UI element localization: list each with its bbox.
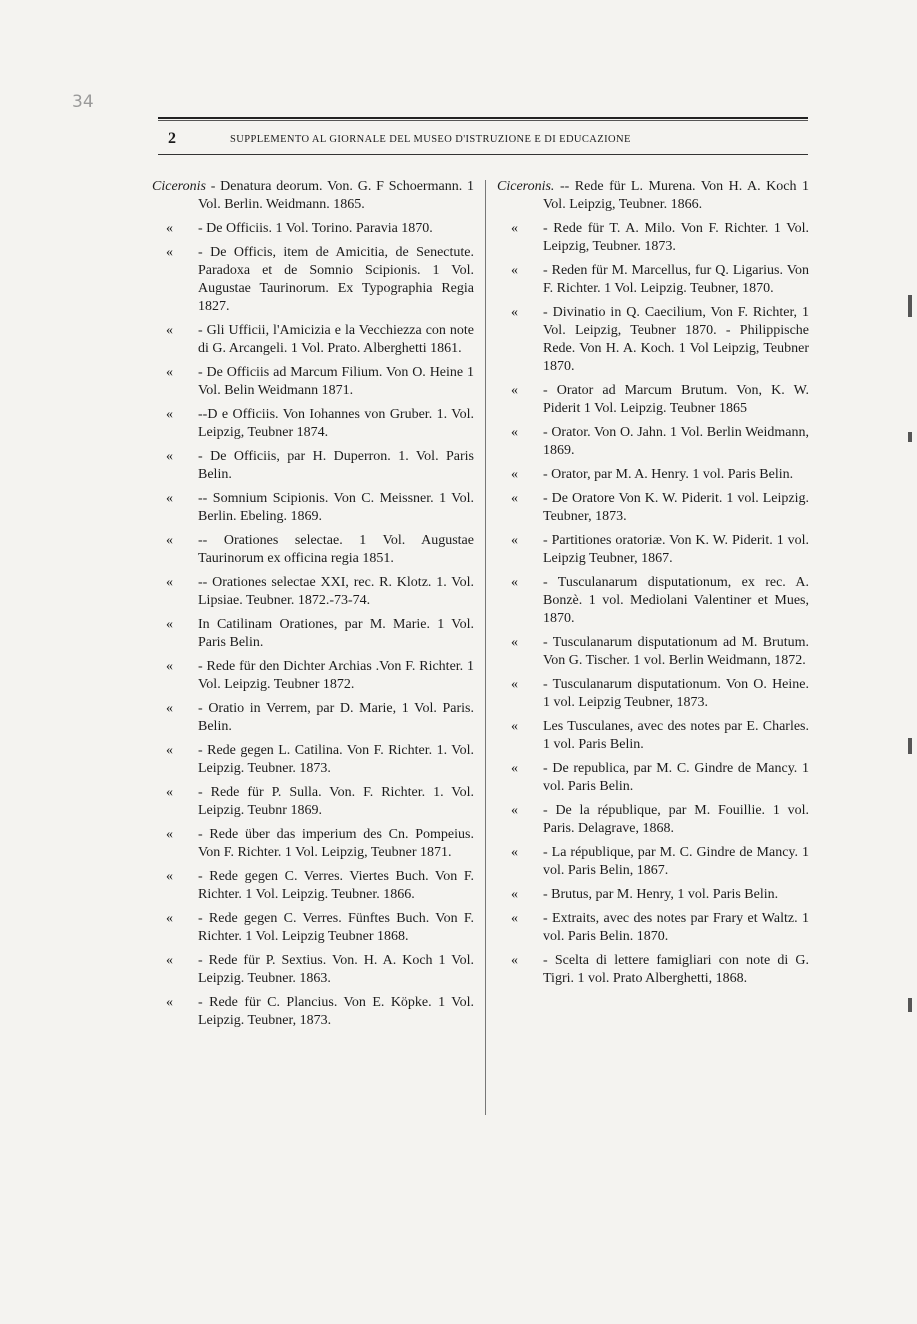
bibliography-entry — [497, 424, 809, 460]
entry-text: - Brutus, par M. Henry, 1 vol. Paris Belin. — [543, 887, 779, 902]
entry-text: -- Somnium Scipionis. Von C. Meissner. 1 Vol. Berlin. Ebeling. 1869. — [198, 491, 474, 524]
ditto-mark: « — [511, 887, 518, 902]
entry-text: - De Officiis ad Marcum Filium. Von O. Heine 1 Vol. Belin Weidmann 1871. — [198, 365, 474, 398]
bibliography-entry — [152, 910, 474, 946]
entry-text: - Denatura deorum. Von. G. F Schoermann. 1 Vol. Berlin. Weidmann. 1865. — [198, 179, 474, 212]
ditto-mark: « — [511, 677, 518, 692]
ditto-mark: « — [166, 407, 173, 422]
ditto-mark: « — [166, 575, 173, 590]
bibliography-entry — [152, 952, 474, 988]
bibliography-entry — [152, 784, 474, 820]
ditto-mark: « — [166, 953, 173, 968]
entry-text: - Extraits, avec des notes par Frary et Waltz. 1 vol. Paris Belin. 1870. — [543, 911, 809, 944]
bibliography-entry — [497, 676, 809, 712]
ditto-mark: « — [166, 701, 173, 716]
bibliography-entry — [152, 244, 474, 316]
ditto-mark: « — [166, 533, 173, 548]
ditto-mark: « — [166, 785, 173, 800]
ditto-mark: « — [166, 491, 173, 506]
header-rule — [158, 117, 808, 119]
ditto-mark: « — [166, 245, 173, 260]
page-header — [158, 128, 808, 150]
entry-text: - Gli Ufficii, l'Amicizia e la Vecchiezza con note di G. Arcangeli. 1 Vol. Prato. Alberghetti 1861. — [198, 323, 474, 356]
ditto-mark: « — [511, 803, 518, 818]
header-rule-thin — [158, 120, 808, 121]
ditto-mark: « — [166, 659, 173, 674]
ditto-mark: « — [166, 221, 173, 236]
entry-text: - Orator. Von O. Jahn. 1 Vol. Berlin Weidmann, 1869. — [543, 425, 809, 458]
ditto-mark: « — [511, 467, 518, 482]
scan-edge-mark — [908, 432, 912, 442]
bibliography-entry — [497, 466, 809, 484]
ditto-mark: « — [166, 911, 173, 926]
ditto-mark: « — [511, 491, 518, 506]
ditto-mark: « — [511, 575, 518, 590]
entry-text: - Oratio in Verrem, par D. Marie, 1 Vol. Paris. Belin. — [198, 701, 474, 734]
bibliography-entry — [152, 994, 474, 1030]
ditto-mark: « — [511, 719, 518, 734]
entry-text: - De Oratore Von K. W. Piderit. 1 vol. Leipzig. Teubner, 1873. — [543, 491, 809, 524]
entry-text: - De la république, par M. Fouillie. 1 vol. Paris. Delagrave, 1868. — [543, 803, 809, 836]
bibliography-entry — [497, 844, 809, 880]
column-divider — [485, 180, 486, 1115]
header-bottom-rule — [158, 154, 808, 155]
ditto-mark: « — [511, 635, 518, 650]
entry-text: - Rede für C. Plancius. Von E. Köpke. 1 Vol. Leipzig. Teubner, 1873. — [198, 995, 474, 1028]
ditto-mark: « — [511, 263, 518, 278]
bibliography-entry — [152, 616, 474, 652]
ditto-mark: « — [166, 995, 173, 1010]
bibliography-entry — [497, 574, 809, 628]
entry-text: -- Orationes selectae XXI, rec. R. Klotz. 1. Vol. Lipsiae. Teubner. 1872.-73-74. — [198, 575, 474, 608]
ditto-mark: « — [511, 533, 518, 548]
entry-text: - Partitiones oratoriæ. Von K. W. Piderit. 1 vol. Leipzig Teubner, 1867. — [543, 533, 809, 566]
entry-text: - Reden für M. Marcellus, fur Q. Ligarius. Von F. Richter. 1 Vol. Leipzig. Teubner, 1870. — [543, 263, 809, 296]
ditto-mark: « — [511, 221, 518, 236]
bibliography-entry — [152, 490, 474, 526]
bibliography-entry — [152, 868, 474, 904]
entry-text: - Divinatio in Q. Caecilium, Von F. Richter, 1 Vol. Leipzig, Teubner 1870. - Philippische Rede. Von H. A. Koch. 1 Vol Leipzig, Teubner 1870. — [543, 305, 809, 374]
ditto-mark: « — [511, 845, 518, 860]
ditto-mark: « — [166, 617, 173, 632]
bibliography-entry — [152, 742, 474, 778]
bibliography-entry — [152, 322, 474, 358]
ditto-mark: « — [511, 953, 518, 968]
ditto-mark: « — [166, 869, 173, 884]
author-name: Ciceronis. — [497, 179, 555, 194]
ditto-mark: « — [166, 827, 173, 842]
ditto-mark: « — [511, 305, 518, 320]
entry-text: - Rede gegen C. Verres. Fünftes Buch. Von F. Richter. 1 Vol. Leipzig Teubner 1868. — [198, 911, 474, 944]
page-number: 2 — [168, 130, 176, 147]
entry-text: - De republica, par M. C. Gindre de Mancy. 1 vol. Paris Belin. — [543, 761, 809, 794]
scan-edge-mark — [908, 738, 912, 754]
entry-text: - Scelta di lettere famigliari con note di G. Tigri. 1 vol. Prato Alberghetti, 1868. — [543, 953, 809, 986]
entry-text: - De Officiis, par H. Duperron. 1. Vol. Paris Belin. — [198, 449, 474, 482]
entry-text: -- Rede für L. Murena. Von H. A. Koch 1 Vol. Leipzig, Teubner. 1866. — [543, 179, 809, 212]
entry-text: - La république, par M. C. Gindre de Mancy. 1 vol. Paris Belin, 1867. — [543, 845, 809, 878]
bibliography-entry — [152, 826, 474, 862]
bibliography-entry — [497, 490, 809, 526]
entry-text: -- Orationes selectae. 1 Vol. Augustae Taurinorum ex officina regia 1851. — [198, 533, 474, 566]
entry-text: - Orator, par M. A. Henry. 1 vol. Paris Belin. — [543, 467, 794, 482]
bibliography-entry — [152, 448, 474, 484]
bibliography-entry — [497, 760, 809, 796]
ditto-mark: « — [166, 743, 173, 758]
entry-text: In Catilinam Orationes, par M. Marie. 1 Vol. Paris Belin. — [198, 617, 474, 650]
scan-edge-mark — [908, 295, 912, 317]
ditto-mark: « — [511, 911, 518, 926]
entry-text: - Rede für P. Sextius. Von. H. A. Koch 1 Vol. Leipzig. Teubner. 1863. — [198, 953, 474, 986]
bibliography-entry — [497, 178, 809, 214]
bibliography-entry — [152, 700, 474, 736]
entry-text: - Rede gegen L. Catilina. Von F. Richter. 1. Vol. Leipzig. Teubner. 1873. — [198, 743, 474, 776]
bibliography-entry — [497, 304, 809, 376]
bibliography-entry — [152, 178, 474, 214]
entry-text: Les Tusculanes, avec des notes par E. Charles. 1 vol. Paris Belin. — [543, 719, 809, 752]
ditto-mark: « — [166, 449, 173, 464]
entry-text: - Rede für T. A. Milo. Von F. Richter. 1 Vol. Leipzig, Teubner. 1873. — [543, 221, 809, 254]
ditto-mark: « — [511, 425, 518, 440]
entry-text: - Tusculanarum disputationum ad M. Brutum. Von G. Tischer. 1 vol. Berlin Weidmann, 1872. — [543, 635, 809, 668]
entry-text: - Rede über das imperium des Cn. Pompeius. Von F. Richter. 1 Vol. Leipzig, Teubner 1871. — [198, 827, 474, 860]
entry-text: - Orator ad Marcum Brutum. Von, K. W. Piderit 1 Vol. Leipzig. Teubner 1865 — [543, 383, 809, 416]
bibliography-entry — [497, 262, 809, 298]
bibliography-entry — [152, 574, 474, 610]
bibliography-entry — [497, 382, 809, 418]
bibliography-entry — [152, 364, 474, 400]
bibliography-entry — [497, 718, 809, 754]
bibliography-entry — [497, 634, 809, 670]
margin-page-note: 34 — [72, 92, 94, 112]
bibliography-entry — [152, 406, 474, 442]
bibliography-entry — [497, 532, 809, 568]
ditto-mark: « — [511, 383, 518, 398]
entry-text: - Rede für den Dichter Archias .Von F. Richter. 1 Vol. Leipzig. Teubner 1872. — [198, 659, 474, 692]
entry-text: - Rede für P. Sulla. Von. F. Richter. 1. Vol. Leipzig. Teubnr 1869. — [198, 785, 474, 818]
ditto-mark: « — [511, 761, 518, 776]
bibliography-entry — [497, 910, 809, 946]
entry-text: - De Officiis. 1 Vol. Torino. Paravia 1870. — [198, 221, 433, 236]
bibliography-entry — [497, 802, 809, 838]
entry-text: --D e Officiis. Von Iohannes von Gruber. 1. Vol. Leipzig, Teubner 1874. — [198, 407, 474, 440]
bibliography-entry — [152, 532, 474, 568]
bibliography-entry — [497, 220, 809, 256]
bibliography-entry — [152, 658, 474, 694]
entry-text: - Tusculanarum disputationum. Von O. Heine. 1 vol. Leipzig Teubner, 1873. — [543, 677, 809, 710]
author-name: Ciceronis — [152, 179, 206, 194]
ditto-mark: « — [166, 323, 173, 338]
bibliography-entry — [497, 886, 809, 904]
running-title: SUPPLEMENTO AL GIORNALE DEL MUSEO D'ISTRUZIONE E DI EDUCAZIONE — [230, 134, 631, 145]
left-column — [152, 178, 474, 1036]
ditto-mark: « — [166, 365, 173, 380]
scan-edge-mark — [908, 998, 912, 1012]
bibliography-entry — [497, 952, 809, 988]
bibliography-entry — [152, 220, 474, 238]
entry-text: - Rede gegen C. Verres. Viertes Buch. Von F. Richter. 1 Vol. Leipzig. Teubner. 1866. — [198, 869, 474, 902]
right-column — [497, 178, 809, 994]
entry-text: - De Officis, item de Amicitia, de Senectute. Paradoxa et de Somnio Scipionis. 1 Vol. Augustae Taurinorum. Ex Typographia Regia 1827. — [198, 245, 474, 314]
entry-text: - Tusculanarum disputationum, ex rec. A. Bonzè. 1 vol. Mediolani Valentiner et Mues, 1870. — [543, 575, 809, 626]
